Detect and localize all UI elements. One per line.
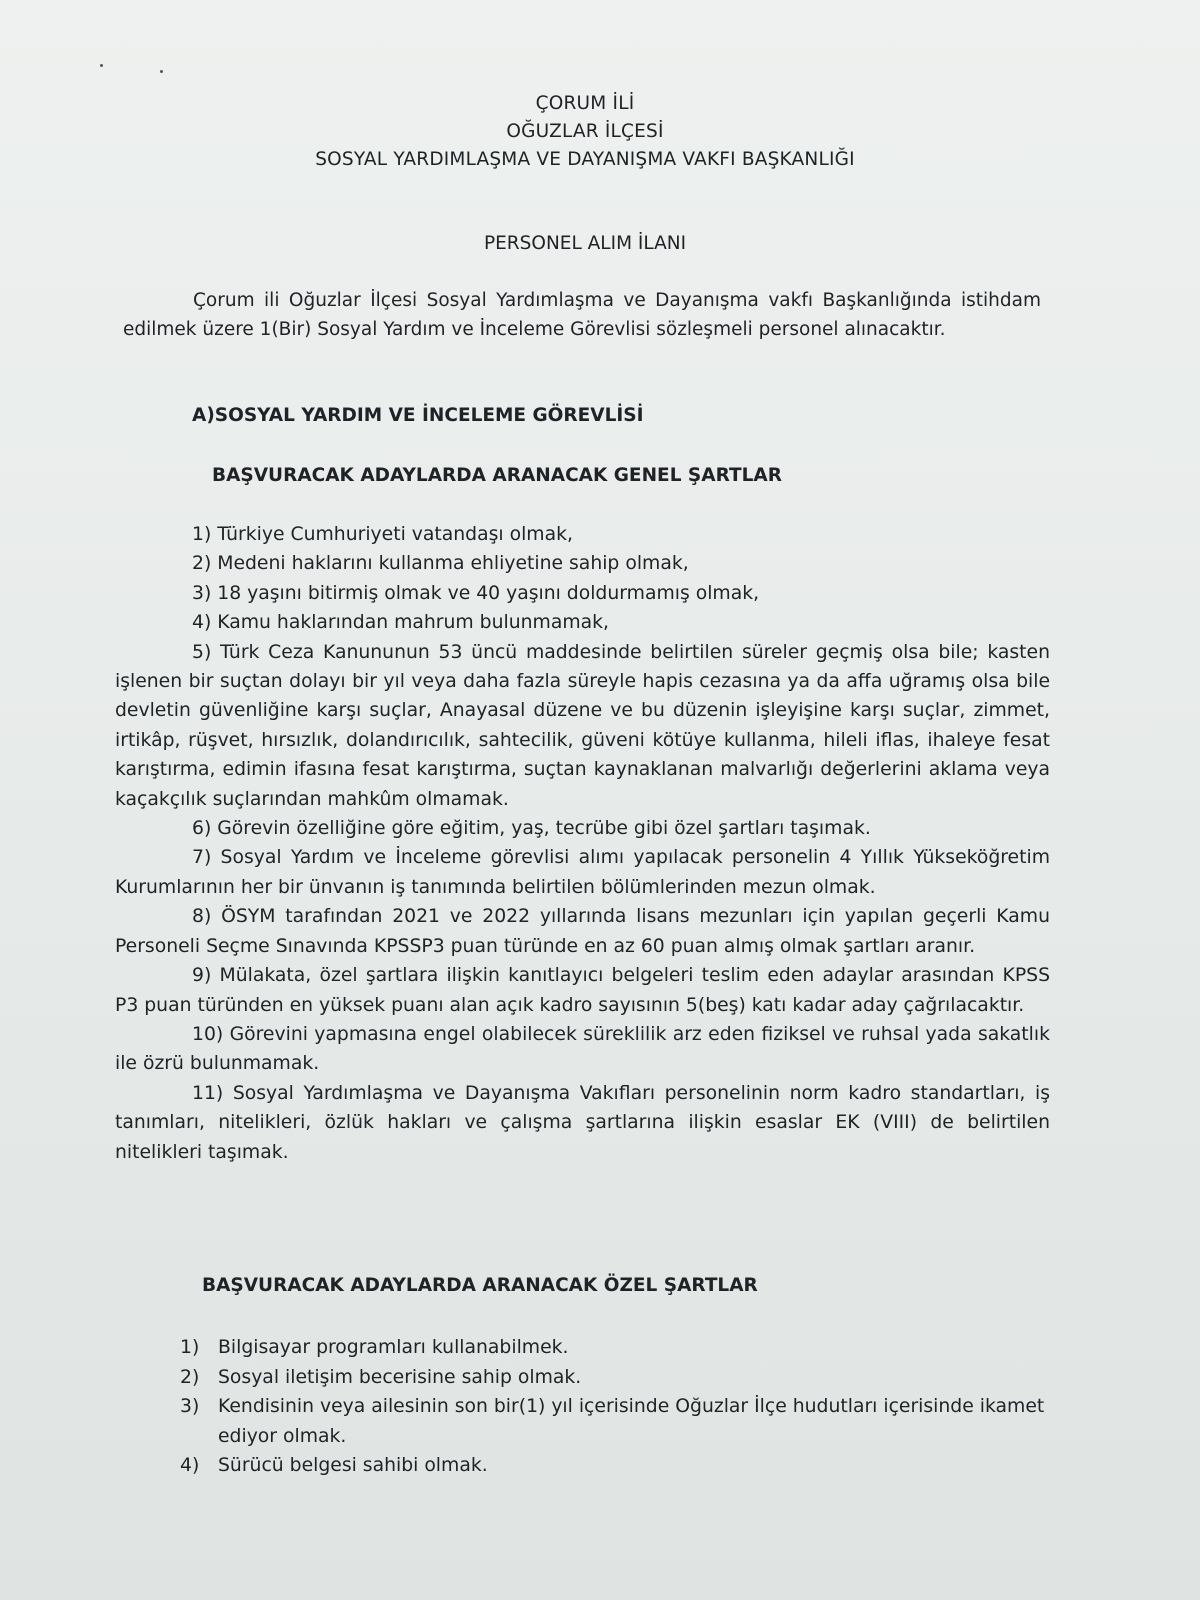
list-item-number: 3) (180, 1396, 200, 1417)
general-requirements-list (115, 520, 1050, 1167)
list-item-text: Kendisinin veya ailesinin son bir(1) yıl içerisinde Oğuzlar İlçe hudutları içerisinde ikamet ediyor olmak. (218, 1396, 1045, 1447)
list-item (180, 1333, 1055, 1363)
list-item: 2) Medeni haklarını kullanma ehliyetine sahip olmak, (192, 553, 689, 575)
header-foundation: SOSYAL YARDIMLAŞMA VE DAYANIŞMA VAKFI BAŞKANLIĞI (315, 149, 855, 170)
list-item: 5) Türk Ceza Kanununun 53 üncü maddesinde belirtilen süreler geçmiş olsa bile; kasten işlenen bir suçtan dolayı bir yıl veya daha fazla süreyle hapis cezasına ya da affa uğramış olsa bile devletin güvenliğine karşı suçlar, Anayasal düzene ve bu düzenin işleyişine karşı suçlar, zimmet, irtikâp, rüşvet, hırsızlık, dolandırıcılık, sahtecilik, güveni kötüye kullanma, hileli iflas, ihaleye fesat karıştırma, edimin ifasına fesat karıştırma, suçtan kaynaklanan malvarlığı değerlerini aklama veya kaçakçılık suçlarından mahkûm olmamak. (115, 641, 1050, 810)
list-item: 9) Mülakata, özel şartlara ilişkin kanıtlayıcı belgeleri teslim eden adaylar arasından KPSS P3 puan türünden en yüksek puanı alan açık kadro sayısının 5(beş) katı kadar aday çağrılacaktır. (115, 965, 1050, 1016)
list-item (180, 1451, 1055, 1481)
special-requirements-list (180, 1333, 1055, 1481)
list-item-text: Bilgisayar programları kullanabilmek. (218, 1337, 569, 1358)
header-district: OĞUZLAR İLÇESİ (506, 121, 664, 142)
list-item-number: 1) (180, 1337, 200, 1358)
list-item-number: 4) (180, 1455, 200, 1476)
paper-speck (100, 64, 103, 67)
document-header (0, 90, 1170, 174)
list-item-text: Sosyal iletişim becerisine sahip olmak. (218, 1366, 582, 1388)
special-requirements-heading: BAŞVURACAK ADAYLARDA ARANACAK ÖZEL ŞARTLAR (202, 1275, 758, 1296)
header-province: ÇORUM İLİ (535, 93, 635, 114)
document-title: PERSONEL ALIM İLANI (483, 233, 687, 254)
general-requirements-heading: BAŞVURACAK ADAYLARDA ARANACAK GENEL ŞARTLAR (212, 465, 782, 486)
intro-paragraph: Çorum ili Oğuzlar İlçesi Sosyal Yardımlaşma ve Dayanışma vakfı Başkanlığında istihdam edilmek üzere 1(Bir) Sosyal Yardım ve İnceleme Görevlisi sözleşmeli personel alınacaktır. (123, 290, 1041, 340)
list-item: 3) 18 yaşını bitirmiş olmak ve 40 yaşını doldurmamış olmak, (192, 582, 760, 604)
list-item: 8) ÖSYM tarafından 2021 ve 2022 yıllarında lisans mezunları için yapılan geçerli Kamu Personeli Seçme Sınavında KPSSP3 puan türünde en az 60 puan almış olmak şartları aranır. (115, 906, 1050, 957)
list-item: 11) Sosyal Yardımlaşma ve Dayanışma Vakıfları personelinin norm kadro standartları, iş tanımları, nitelikleri, özlük hakları ve çalışma şartlarına ilişkin esaslar EK (VIII) de belirtilen nitelikleri taşımak. (115, 1082, 1050, 1163)
list-item: 1) Türkiye Cumhuriyeti vatandaşı olmak, (192, 524, 573, 545)
section-a-heading: A)SOSYAL YARDIM VE İNCELEME GÖREVLİSİ (192, 405, 644, 426)
list-item: 6) Görevin özelliğine göre eğitim, yaş, tecrübe gibi özel şartları taşımak. (192, 818, 871, 840)
list-item-number: 2) (180, 1366, 200, 1388)
list-item: 4) Kamu haklarından mahrum bulunmamak, (192, 612, 609, 634)
list-item (180, 1392, 1055, 1451)
paper-speck (160, 70, 163, 73)
list-item (180, 1363, 1055, 1393)
list-item-text: Sürücü belgesi sahibi olmak. (218, 1455, 488, 1476)
list-item: 7) Sosyal Yardım ve İnceleme görevlisi alımı yapılacak personelin 4 Yıllık Yükseköğretim Kurumlarının her bir ünvanın iş tanımında belirtilen bölümlerinden mezun olmak. (115, 847, 1050, 898)
list-item: 10) Görevini yapmasına engel olabilecek süreklilik arz eden fiziksel ve ruhsal yada sakatlık ile özrü bulunmamak. (115, 1023, 1050, 1075)
